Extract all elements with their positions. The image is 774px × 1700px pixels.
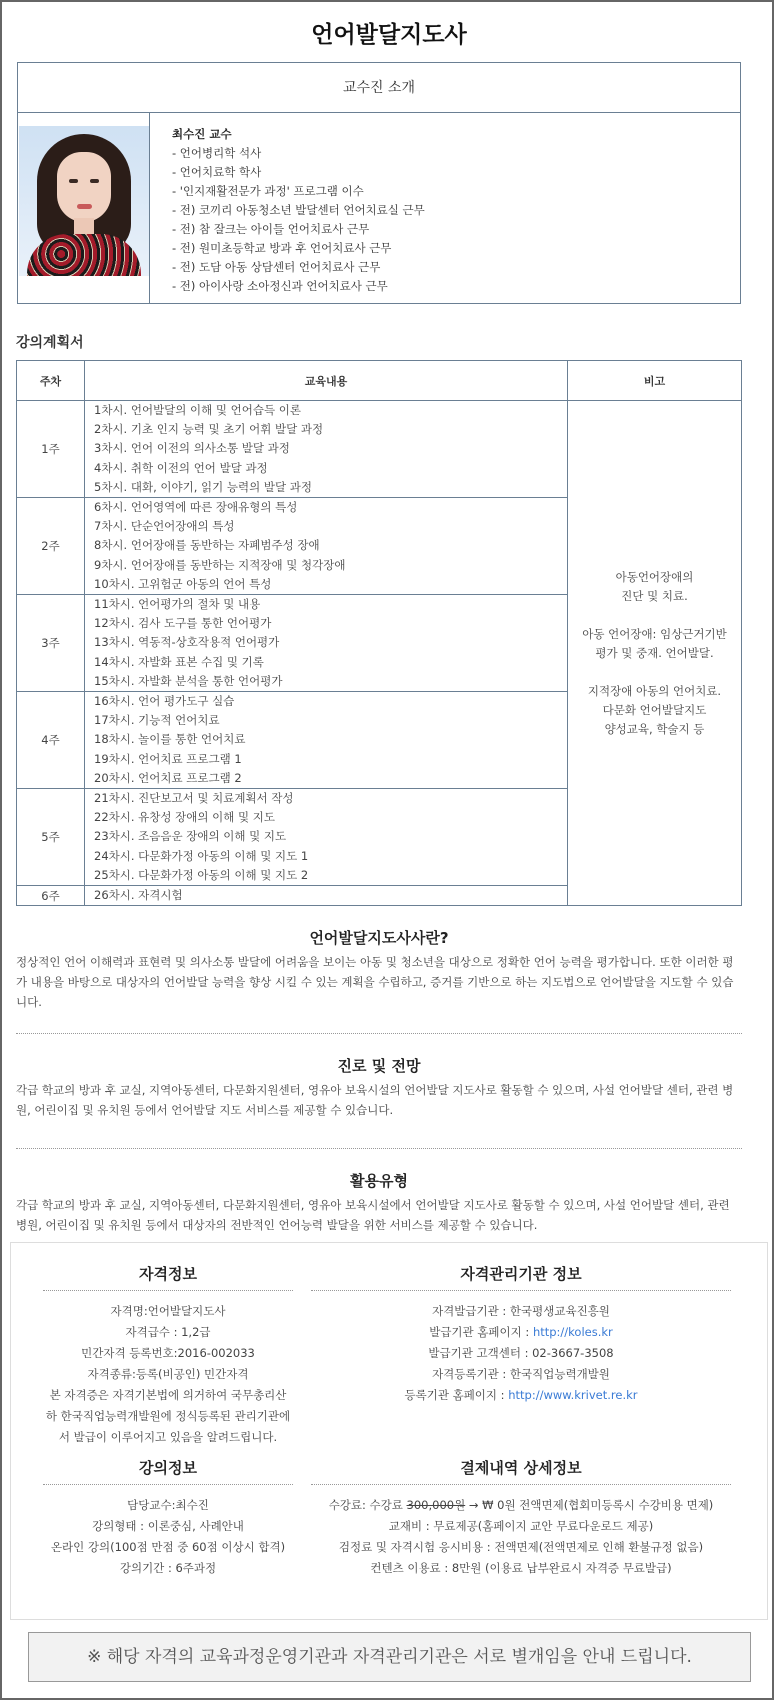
usage-section — [16, 1170, 742, 1235]
faculty-box — [17, 62, 741, 304]
info-line: 자격발급기관 : 한국평생교육진흥원 — [432, 1304, 610, 1318]
info-line: 서 발급이 이루어지고 있음을 알려드립니다. — [58, 1430, 278, 1444]
lecture-info — [43, 1455, 293, 1579]
about-body: 정상적인 언어 이해력과 표현력 및 의사소통 발달에 어려움을 보이는 아동 및 청소년을 대상으로 정확한 언어 능력을 평가합니다. 또한 이러한 평가 내용을 바탕으로 대상자의 언어발달 능력을 향상 시킬 수 있는 계획을 수립하고, 증거를 기반으로 하는 지도법으로 언어발달을 지도할 수 있습니다. — [16, 955, 734, 1009]
info-line: 강의형태 : 이론중심, 사례안내 — [92, 1519, 244, 1533]
payment-heading: 결제내역 상세정보 — [311, 1455, 731, 1485]
header-note: 비고 — [568, 361, 742, 401]
career-section — [16, 1055, 742, 1120]
bio-line: - 전) 원미초등학교 방과 후 언어치료사 근무 — [172, 241, 392, 255]
info-line: 자격종류:등록(비공인) 민간자격 — [87, 1367, 249, 1381]
about-heading: 언어발달지도사사란? — [309, 929, 449, 947]
week-cell: 4주 — [17, 692, 85, 789]
session-line: 2차시. 기초 인지 능력 및 초기 어휘 발달 과정 — [94, 422, 324, 437]
page-title: 언어발달지도사 — [311, 22, 467, 48]
note-line: 지적장애 아동의 언어치료. — [587, 683, 722, 698]
session-line: 25차시. 다문화가정 아동의 이해 및 지도 2 — [94, 867, 309, 882]
session-line: 9차시. 언어장애를 동반하는 지적장애 및 청각장애 — [94, 557, 346, 572]
info-line: 교재비 : 무료제공(홈페이지 교안 무료다운로드 제공) — [388, 1519, 654, 1533]
usage-body: 각급 학교의 방과 후 교실, 지역아동센터, 다문화지원센터, 영유아 보육시설에서 언어발달 지도사로 활동할 수 있으며, 사설 언어발달 센터, 관련 병원, 어린이집 및 유치원 등에서 대상자의 전반적인 언어능력 발달을 위한 서비스를 제공할 수 있습니다. — [16, 1198, 730, 1232]
content-cell — [85, 498, 568, 595]
session-line: 5차시. 대화, 이야기, 읽기 능력의 발달 과정 — [94, 479, 312, 494]
notice-banner: ※ 해당 자격의 교육과정운영기관과 자격관리기관은 서로 별개임을 안내 드립니다. — [28, 1632, 751, 1682]
week-cell: 3주 — [17, 595, 85, 692]
info-line — [311, 1385, 731, 1406]
usage-heading: 활용유형 — [350, 1172, 408, 1190]
bio-line: - '인지재활전문가 과정' 프로그램 이수 — [172, 184, 364, 198]
header-content: 교육내용 — [85, 361, 568, 401]
session-line: 14차시. 자발화 표본 수집 및 기록 — [94, 654, 264, 669]
registrar-homepage-link[interactable]: http://www.krivet.re.kr — [508, 1388, 638, 1402]
session-line: 4차시. 취학 이전의 언어 발달 과정 — [94, 460, 268, 475]
info-line: 강의기간 : 6주과정 — [119, 1561, 217, 1575]
fee-rest: → ₩ 0원 전액면제(협회미등록시 수강비용 면제) — [465, 1498, 714, 1512]
session-line: 15차시. 자발화 분석을 통한 언어평가 — [94, 673, 283, 688]
info-line: 본 자격증은 자격기본법에 의거하여 국무총리산 — [49, 1388, 287, 1402]
professor-bio — [150, 113, 425, 303]
info-line: 자격명:언어발달지도사 — [110, 1304, 226, 1318]
content-cell — [85, 692, 568, 789]
note-line: 아동언어장애의 — [615, 569, 694, 584]
note-line: 진단 및 치료. — [621, 588, 688, 603]
info-box — [10, 1242, 768, 1620]
info-line: 검정료 및 자격시험 응시비용 : 전액면제(전액면제로 인해 환불규정 없음) — [338, 1540, 704, 1554]
week-cell: 5주 — [17, 789, 85, 886]
cert-info-heading: 자격정보 — [43, 1261, 293, 1291]
org-info — [311, 1261, 731, 1406]
info-line: 하 한국직업능력개발원에 정식등록된 관리기관에 — [45, 1409, 291, 1423]
lecture-info-heading: 강의정보 — [43, 1455, 293, 1485]
info-line: 온라인 강의(100점 만점 중 60점 이상시 합격) — [50, 1540, 286, 1554]
session-line: 26차시. 자격시험 — [94, 888, 183, 903]
info-line: 자격급수 : 1,2급 — [125, 1325, 211, 1339]
homepage-label: 등록기관 홈페이지 : — [404, 1388, 509, 1402]
week-cell: 1주 — [17, 401, 85, 498]
org-info-heading: 자격관리기관 정보 — [311, 1261, 731, 1291]
fee-original: 300,000원 — [406, 1498, 466, 1512]
content-cell — [85, 886, 568, 906]
professor-name: 최수진 교수 — [172, 127, 232, 141]
content-cell — [85, 401, 568, 498]
content-cell — [85, 595, 568, 692]
header-week: 주차 — [17, 361, 85, 401]
session-line: 6차시. 언어영역에 따른 장애유형의 특성 — [94, 500, 298, 515]
bio-line: - 언어병리학 석사 — [172, 146, 262, 160]
issuer-homepage-link[interactable]: http://koles.kr — [532, 1325, 613, 1339]
lecture-plan-table — [16, 360, 742, 906]
info-line: 자격등록기관 : 한국직업능력개발원 — [432, 1367, 610, 1381]
session-line: 16차시. 언어 평가도구 실습 — [94, 694, 235, 709]
payment-info — [311, 1455, 731, 1579]
fee-label: 수강료: 수강료 — [328, 1498, 407, 1512]
career-heading: 진로 및 전망 — [337, 1057, 421, 1075]
table-row — [17, 401, 742, 498]
session-line: 12차시. 검사 도구를 통한 언어평가 — [94, 616, 272, 631]
note-line: 다문화 언어발달지도 — [602, 702, 707, 717]
week-cell: 6주 — [17, 886, 85, 906]
info-line: 담당교수:최수진 — [127, 1498, 209, 1512]
info-line — [311, 1322, 731, 1343]
note-line: 평가 및 중재. 언어발달. — [595, 645, 714, 660]
bio-line: - 언어치료학 학사 — [172, 165, 262, 179]
about-section — [16, 927, 742, 1012]
note-cell — [568, 401, 742, 906]
photo-cell — [18, 113, 150, 303]
note-line: 양성교육, 학술지 등 — [604, 721, 705, 736]
professor-photo — [19, 126, 149, 276]
info-line — [311, 1495, 731, 1516]
info-line: 민간자격 등록번호:2016-002033 — [81, 1346, 255, 1360]
bio-line: - 전) 참 잘크는 아이들 언어치료사 근무 — [172, 222, 370, 236]
divider — [16, 1033, 742, 1034]
session-line: 11차시. 언어평가의 절차 및 내용 — [94, 597, 261, 612]
note-line: 아동 언어장애: 임상근거기반 — [582, 626, 727, 641]
session-line: 24차시. 다문화가정 아동의 이해 및 지도 1 — [94, 848, 309, 863]
content-cell — [85, 789, 568, 886]
week-cell: 2주 — [17, 498, 85, 595]
session-line: 22차시. 유창성 장애의 이해 및 지도 — [94, 810, 275, 825]
session-line: 17차시. 기능적 언어치료 — [94, 713, 220, 728]
info-line: 컨텐츠 이용료 : 8만원 (이용료 납부완료시 자격증 무료발급) — [370, 1561, 672, 1575]
career-body: 각급 학교의 방과 후 교실, 지역아동센터, 다문화지원센터, 영유아 보육시설의 언어발달 지도사로 활동할 수 있으며, 사설 언어발달 센터, 관련 병원, 어린이집 및 유치원 등에서 언어발달 지도 서비스를 제공할 수 있습니다. — [16, 1083, 734, 1117]
session-line: 20차시. 언어치료 프로그램 2 — [94, 770, 242, 785]
session-line: 10차시. 고위험군 아동의 언어 특성 — [94, 576, 272, 591]
bio-line: - 전) 코끼리 아동청소년 발달센터 언어치료실 근무 — [172, 203, 425, 217]
divider — [16, 1148, 742, 1149]
homepage-label: 발급기관 홈페이지 : — [429, 1325, 533, 1339]
session-line: 19차시. 언어치료 프로그램 1 — [94, 751, 242, 766]
session-line: 21차시. 진단보고서 및 치료계획서 작성 — [94, 791, 294, 806]
cert-info — [43, 1261, 293, 1448]
session-line: 1차시. 언어발달의 이해 및 언어습득 이론 — [94, 403, 301, 417]
session-line: 23차시. 조음음운 장애의 이해 및 지도 — [94, 829, 287, 844]
session-line: 7차시. 단순언어장애의 특성 — [94, 519, 235, 534]
bio-line: - 전) 아이사랑 소아정신과 언어치료사 근무 — [172, 279, 388, 293]
session-line: 8차시. 언어장애를 동반하는 자폐범주성 장애 — [94, 538, 320, 553]
bio-line: - 전) 도담 아동 상담센터 언어치료사 근무 — [172, 260, 381, 274]
faculty-heading: 교수진 소개 — [18, 63, 740, 113]
info-line: 발급기관 고객센터 : 02-3667-3508 — [428, 1346, 614, 1360]
table-header-row — [17, 361, 742, 401]
plan-label: 강의계획서 — [16, 335, 84, 351]
session-line: 18차시. 놀이를 통한 언어치료 — [94, 732, 246, 747]
session-line: 3차시. 언어 이전의 의사소통 발달 과정 — [94, 441, 290, 456]
session-line: 13차시. 역동적-상호작용적 언어평가 — [94, 635, 280, 650]
